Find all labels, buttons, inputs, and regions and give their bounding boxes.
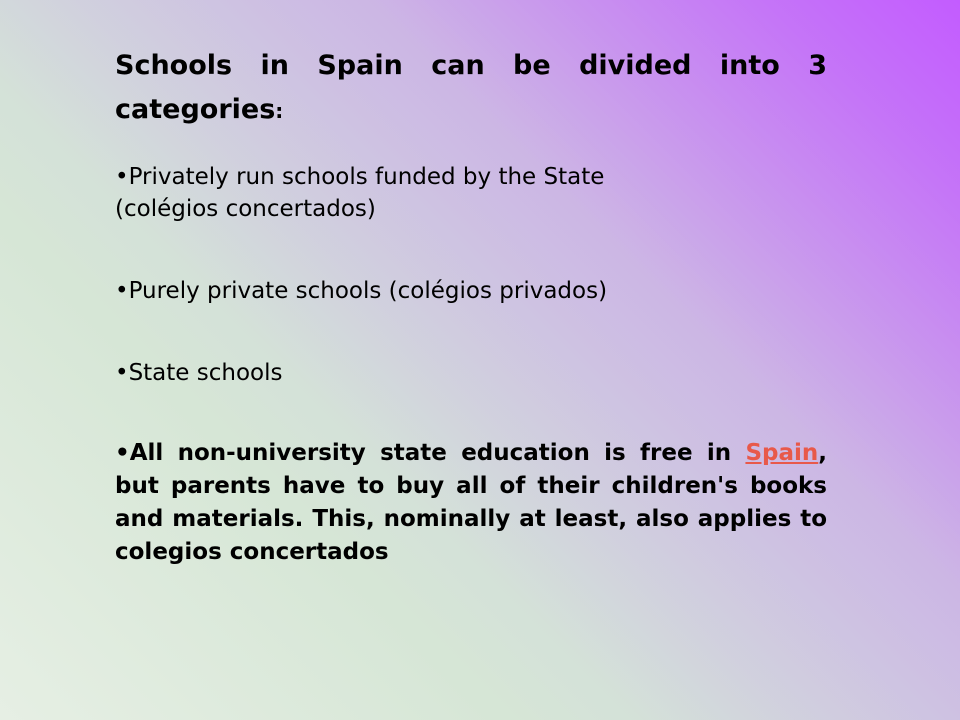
- bullet-4-before-link: •All non-university state education is free in: [115, 440, 746, 466]
- bullet-1-line-1: •Privately run schools funded by the State: [115, 164, 605, 190]
- bullet-privately-run-schools: [115, 161, 827, 225]
- bullet-1-line-2: (colégios concertados): [115, 196, 376, 222]
- bullet-free-education: [115, 437, 827, 569]
- bullet-4-after-link: , but parents have to buy all of their children's books and materials. This, nominally at least, also applies to colegios concertados: [115, 440, 827, 565]
- bullet-state-schools: [115, 357, 827, 389]
- heading-text: Schools in Spain can be divided into 3 categories: [115, 50, 827, 125]
- slide-content: [115, 44, 827, 569]
- slide-heading: [115, 44, 827, 133]
- bullet-private-schools: [115, 275, 827, 307]
- bullet-3-text: •State schools: [115, 360, 283, 386]
- heading-colon: :: [275, 99, 284, 123]
- bullet-2-text: •Purely private schools (colégios privados): [115, 278, 608, 304]
- spain-link[interactable]: Spain: [745, 440, 819, 466]
